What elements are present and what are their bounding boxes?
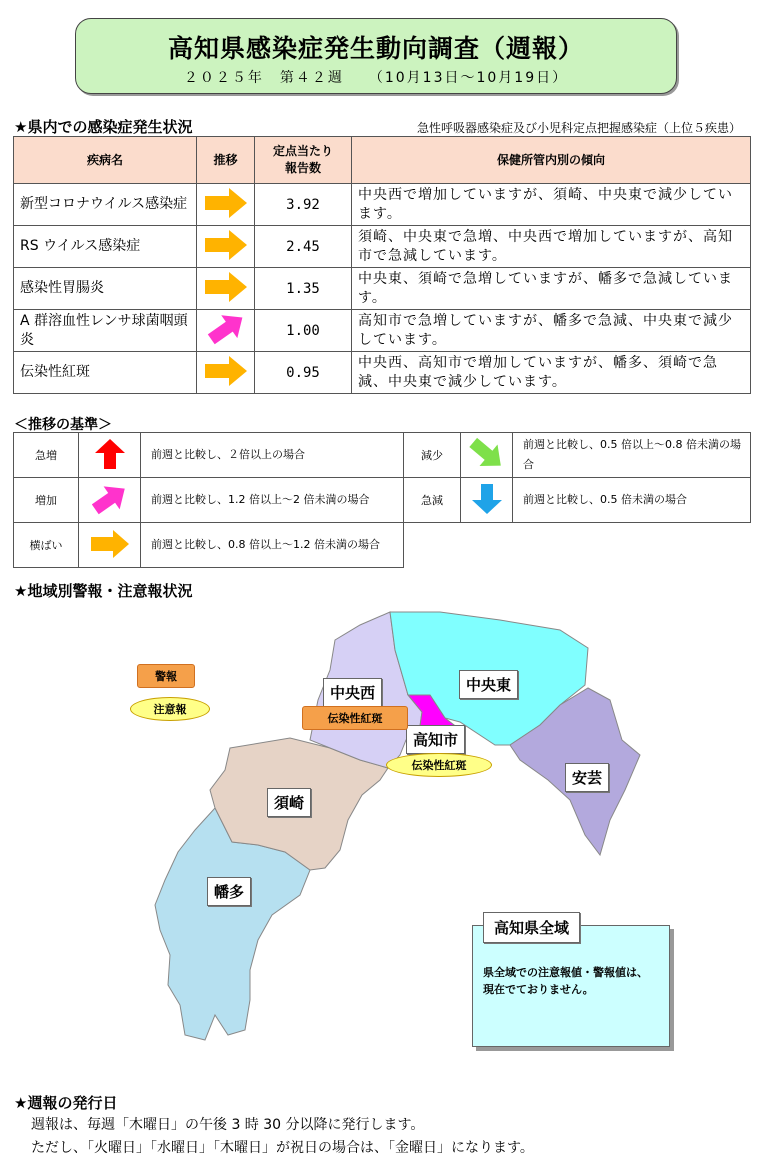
- criteria-row: [14, 433, 751, 478]
- col-tendency: 保健所管内別の傾向: [352, 137, 751, 184]
- criteria-label-plunge: 急減: [404, 478, 461, 523]
- table-row: [14, 310, 751, 352]
- label-kochi-city: 高知市: [406, 725, 465, 754]
- tendency-text: 中央西で増加していますが、須崎、中央東で減少しています。: [352, 184, 751, 226]
- per-point-value: 1.35: [255, 268, 352, 310]
- label-hata: 幡多: [207, 877, 251, 906]
- legend-advisory: 注意報: [130, 697, 210, 721]
- disease-table: [13, 136, 751, 394]
- criteria-label-flat: 横ばい: [14, 523, 79, 568]
- table-header-row: [14, 137, 751, 184]
- criteria-label-increase: 増加: [14, 478, 79, 523]
- table-row: [14, 268, 751, 310]
- criteria-label-surge: 急増: [14, 433, 79, 478]
- table-row: [14, 352, 751, 394]
- arrow-right-icon: [91, 548, 129, 561]
- per-point-value: 1.00: [255, 310, 352, 352]
- table-row: [14, 184, 751, 226]
- tendency-text: 中央西、高知市で増加していますが、幡多、須崎で急減、中央東で減少しています。: [352, 352, 751, 394]
- arrow-up-right-icon: [92, 506, 128, 519]
- footer-line-1: 週報は、毎週「木曜日」の午後 3 時 30 分以降に発行します。: [31, 1117, 425, 1133]
- prefecture-box: [472, 919, 670, 1047]
- legend-warning: 警報: [137, 664, 195, 688]
- prefecture-text-line1: 県全域での注意報値・警報値は、: [483, 966, 648, 979]
- tendency-text: 高知市で急増していますが、幡多で急減、中央東で減少しています。: [352, 310, 751, 352]
- label-chuo-higashi: 中央東: [459, 670, 518, 699]
- section-note: 急性呼吸器感染症及び小児科定点把握感染症（上位５疾患）: [416, 121, 741, 135]
- label-aki: 安芸: [565, 763, 609, 792]
- criteria-row: [14, 478, 751, 523]
- footer-line-2: ただし、「火曜日」「水曜日」「木曜日」が祝日の場合は、「金曜日」になります。: [31, 1140, 534, 1156]
- arrow-right-icon: [205, 206, 247, 222]
- criteria-title: ＜推移の基準＞: [14, 417, 112, 433]
- prefecture-text: [483, 964, 648, 998]
- criteria-row: [14, 523, 751, 568]
- arrow-right-icon: [205, 248, 247, 264]
- criteria-text-increase: 前週と比較し、1.2 倍以上～2 倍未満の場合: [141, 478, 404, 523]
- criteria-text-surge: 前週と比較し、２倍以上の場合: [141, 433, 404, 478]
- arrow-down-icon: [472, 504, 502, 517]
- per-point-value: 0.95: [255, 352, 352, 394]
- disease-name: A 群溶血性レンサ球菌咽頭炎: [14, 310, 197, 352]
- criteria-table: [13, 432, 751, 568]
- section-heading-status: ★県内での感染症発生状況: [14, 118, 193, 136]
- prefecture-text-line2: 現在でておりません。: [483, 983, 594, 996]
- arrow-down-right-icon: [469, 461, 505, 474]
- report-period: ２０２５年 第４２週 （10月13日～10月19日）: [183, 70, 569, 86]
- disease-name: 新型コロナウイルス感染症: [14, 184, 197, 226]
- col-trend: 推移: [197, 137, 255, 184]
- tendency-text: 中央東、須崎で急増していますが、幡多で急減しています。: [352, 268, 751, 310]
- section-heading-map: ★地域別警報・注意報状況: [14, 582, 193, 600]
- per-point-value: 2.45: [255, 226, 352, 268]
- disease-name: RS ウイルス感染症: [14, 226, 197, 268]
- title-box: [75, 18, 677, 94]
- col-per-point: [255, 137, 352, 184]
- disease-name: 伝染性紅斑: [14, 352, 197, 394]
- label-chuo-nishi: 中央西: [323, 678, 382, 707]
- arrow-up-right-icon: [206, 334, 246, 350]
- page-title: 高知県感染症発生動向調査（週報）: [167, 34, 584, 63]
- footer-heading: ★週報の発行日: [14, 1094, 118, 1112]
- arrow-up-icon: [95, 459, 125, 472]
- per-point-value: 3.92: [255, 184, 352, 226]
- col-per-point-line2: 報告数: [284, 161, 321, 175]
- col-per-point-line1: 定点当たり: [272, 144, 333, 158]
- arrow-right-icon: [205, 374, 247, 390]
- criteria-label-decrease: 減少: [404, 433, 461, 478]
- tendency-text: 須崎、中央東で急増、中央西で増加していますが、高知市で急減しています。: [352, 226, 751, 268]
- criteria-text-plunge: 前週と比較し、0.5 倍未満の場合: [513, 478, 751, 523]
- advisory-badge-kochi-city: 伝染性紅斑: [386, 753, 492, 777]
- col-disease: 疾病名: [14, 137, 197, 184]
- table-row: [14, 226, 751, 268]
- warning-badge-chuo-nishi: 伝染性紅斑: [302, 706, 408, 730]
- disease-name: 感染性胃腸炎: [14, 268, 197, 310]
- arrow-right-icon: [205, 290, 247, 306]
- criteria-text-flat: 前週と比較し、0.8 倍以上～1.2 倍未満の場合: [141, 523, 404, 568]
- label-susaki: 須崎: [267, 788, 311, 817]
- criteria-text-decrease: 前週と比較し、0.5 倍以上～0.8 倍未満の場合: [513, 433, 751, 478]
- prefecture-title: 高知県全域: [483, 912, 580, 943]
